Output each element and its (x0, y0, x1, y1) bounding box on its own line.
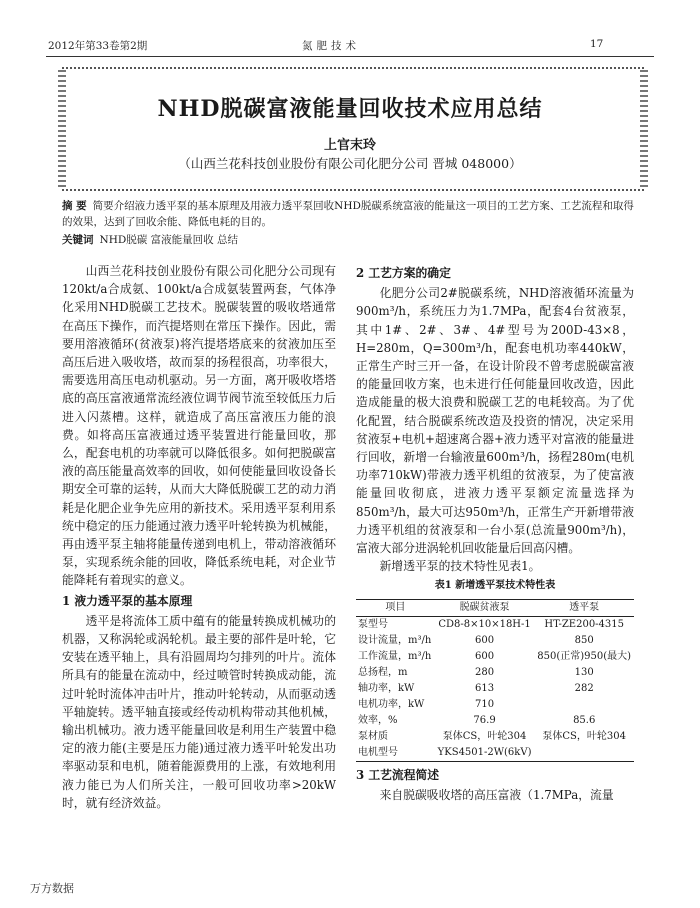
table-header-row (356, 599, 634, 616)
table-cell: 电机型号 (358, 747, 398, 759)
section-3-paragraph: 来自脱碳吸收塔的高压富液（1.7MPa，流量 (379, 787, 614, 802)
table-cell: 600 (475, 635, 495, 647)
table-row (356, 665, 634, 681)
title-frame (62, 67, 644, 191)
abstract-text: 简要介绍液力透平泵的基本原理及用液力透平泵回收NHD脱碳系统富液的能量这一项目的工艺方案、工艺流程和取得的效果，达到了回收余能、降低电耗的目的。 (62, 200, 634, 228)
keywords (62, 232, 644, 247)
table-row (356, 713, 634, 729)
section-2-heading: 2 工艺方案的确定 (356, 266, 451, 280)
section-2-paragraph: 化肥分公司2#脱碳系统，NHD溶液循环流量为900m³/h，系统压力为1.7MPa，配套4台贫液泵，其中1#、2#、3#、4#型号为200D-43×8，H=280m，Q=300m³/h，配套电机功率440kW，正常生产时三开一备，在设计阶段不曾考虑脱碳富液的能量回收方案，也未进行任何能量回收改造，因此造成能量的极大浪费和脱碳工艺的电耗较高。为了优化配置，结合脱碳系统改造及投资的情况，决定采用贫液泵+电机+超速离合器+液力透平对富液的能量进行回收，新增一台输液量600m³/h，扬程280m(电机功率710kW)带液力透平机组的贫液泵，为了使富液能量回收彻底，进液力透平泵额定流量选择为850m³/h，最大可达950m³/h，正常生产开新增带液力透平机组的贫液泵和一台小泵(总流量900m³/h)，富液大部分进涡轮机回收能量后回高闪槽。 (356, 286, 634, 556)
right-column (356, 262, 634, 804)
header-rule (46, 56, 654, 57)
table-cell (534, 697, 634, 713)
table-cell: 总扬程，m (358, 667, 408, 679)
table-cell: 850(正常)950(最大) (537, 651, 632, 663)
table-cell: 850 (574, 635, 594, 647)
article-title: NHD脱碳富液能量回收技术应用总结 (157, 96, 543, 122)
table-cell: 76.9 (473, 715, 496, 727)
table-cell: 280 (475, 667, 495, 679)
table-row (356, 616, 634, 633)
journal-name: 氮肥技术 (302, 40, 360, 52)
table-row (356, 649, 634, 665)
table-row (356, 633, 634, 649)
intro-paragraph: 山西兰花科技创业股份有限公司化肥分公司现有120kt/a合成氨、100kt/a合成氨装置两套，气体净化采用NHD脱碳工艺技术。脱碳装置的吸收塔通常在高压下操作，而汽提塔则在常压下操作。因此，需要用溶液循环(贫液泵)将汽提塔塔底来的贫液加压至高压后进入吸收塔，故而泵的扬程很高，功率很大，需要选用高压电动机驱动。另一方面，离开吸收塔塔底的高压富液通常流经液位调节阀节流至较低压力后进入闪蒸槽。这样，就造成了高压富液压力能的浪费。如将高压富液通过透平装置进行能量回收，那么，配套电机的功率就可以降低很多。如何把脱碳富液的高压能量高效率的回收，如何使能量回收设备长期安全可靠的运转，从而大大降低脱碳工艺的动力消耗是化肥企业争先应用的新技术。采用透平泵利用系统中稳定的压力能通过液力透平叶轮转换为机械能，再由透平泵主轴将能量传递到电机上，带动溶液循环泵，实现系统余能的回收，降低系统电耗，对企业节能降耗有着现实的意义。 (62, 264, 336, 588)
page-number: 17 (590, 38, 604, 50)
table-row (356, 697, 634, 713)
section-3-heading: 3 工艺流程简述 (356, 767, 440, 782)
section-1-heading: 1 液力透平泵的基本原理 (62, 593, 193, 608)
table-header: 透平泵 (569, 602, 600, 614)
table-cell: 613 (475, 683, 495, 695)
author: 上官末玲 (323, 138, 376, 153)
table-cell: 85.6 (573, 715, 596, 727)
table-row (356, 745, 634, 762)
abstract-label: 摘 要 (62, 200, 87, 212)
table-cell: 600 (475, 651, 495, 663)
affiliation: （山西兰花科技创业股份有限公司化肥分公司 晋城 048000） (178, 156, 522, 171)
table-cell: 泵体CS，叶轮304 (542, 731, 626, 743)
table-row (356, 681, 634, 697)
table-header: 项目 (385, 602, 406, 614)
table-cell: CD8-8×10×18H-1 (438, 619, 531, 631)
table-cell: 设计流量，m³/h (358, 635, 432, 647)
table-cell: 效率，% (358, 715, 398, 727)
table-cell (534, 745, 634, 762)
table-cell: HT-ZE200-4315 (544, 619, 625, 631)
spec-table (356, 577, 634, 761)
table-cell: 电机功率，kW (358, 699, 425, 711)
keywords-text: NHD脱碳 富液能量回收 总结 (99, 234, 238, 246)
table-intro: 新增透平泵的技术特性见表1。 (379, 559, 541, 574)
table-header: 脱碳贫液泵 (459, 602, 510, 614)
table-cell: YKS4501-2W(6kV) (437, 747, 532, 759)
table-cell: 工作流量，m³/h (358, 651, 432, 663)
table-cell: 泵型号 (358, 619, 388, 631)
left-column (62, 262, 336, 812)
abstract (62, 198, 644, 230)
table-cell: 轴功率，kW (358, 683, 415, 695)
issue-info: 2012年第33卷第2期 (48, 40, 148, 52)
table-cell: 泵体CS，叶轮304 (442, 731, 527, 743)
section-1-paragraph: 透平是将流体工质中蕴有的能量转换成机械功的机器，又称涡轮或涡轮机。最主要的部件是叶轮，它安装在透平轴上，具有沿圆周均匀排列的叶片。流体所具有的能量在流动中，经过喷管时转换成动能，流过叶轮时流体冲击叶片，推动叶轮转动，从而驱动透平轴旋转。透平轴直接或经传动机构带动其他机械，输出机械功。液力透平能量回收是利用生产装置中稳定的液力能(主要是压力能)通过液力透平叶轮发出功率驱动泵和电机，随着能源费用的上涨，有效地利用液力能已为人们所关注，一般可回收功率>20kW时，就有经济效益。 (62, 613, 336, 810)
table-cell: 282 (574, 683, 594, 695)
table-row (356, 729, 634, 745)
table-cell: 710 (475, 699, 495, 711)
source-watermark: 万方数据 (30, 882, 74, 895)
keywords-label: 关键词 (62, 234, 94, 246)
table-caption: 表1 新增透平泵技术特性表 (434, 580, 556, 592)
table-cell: 130 (574, 667, 594, 679)
table-cell: 泵材质 (358, 731, 388, 743)
